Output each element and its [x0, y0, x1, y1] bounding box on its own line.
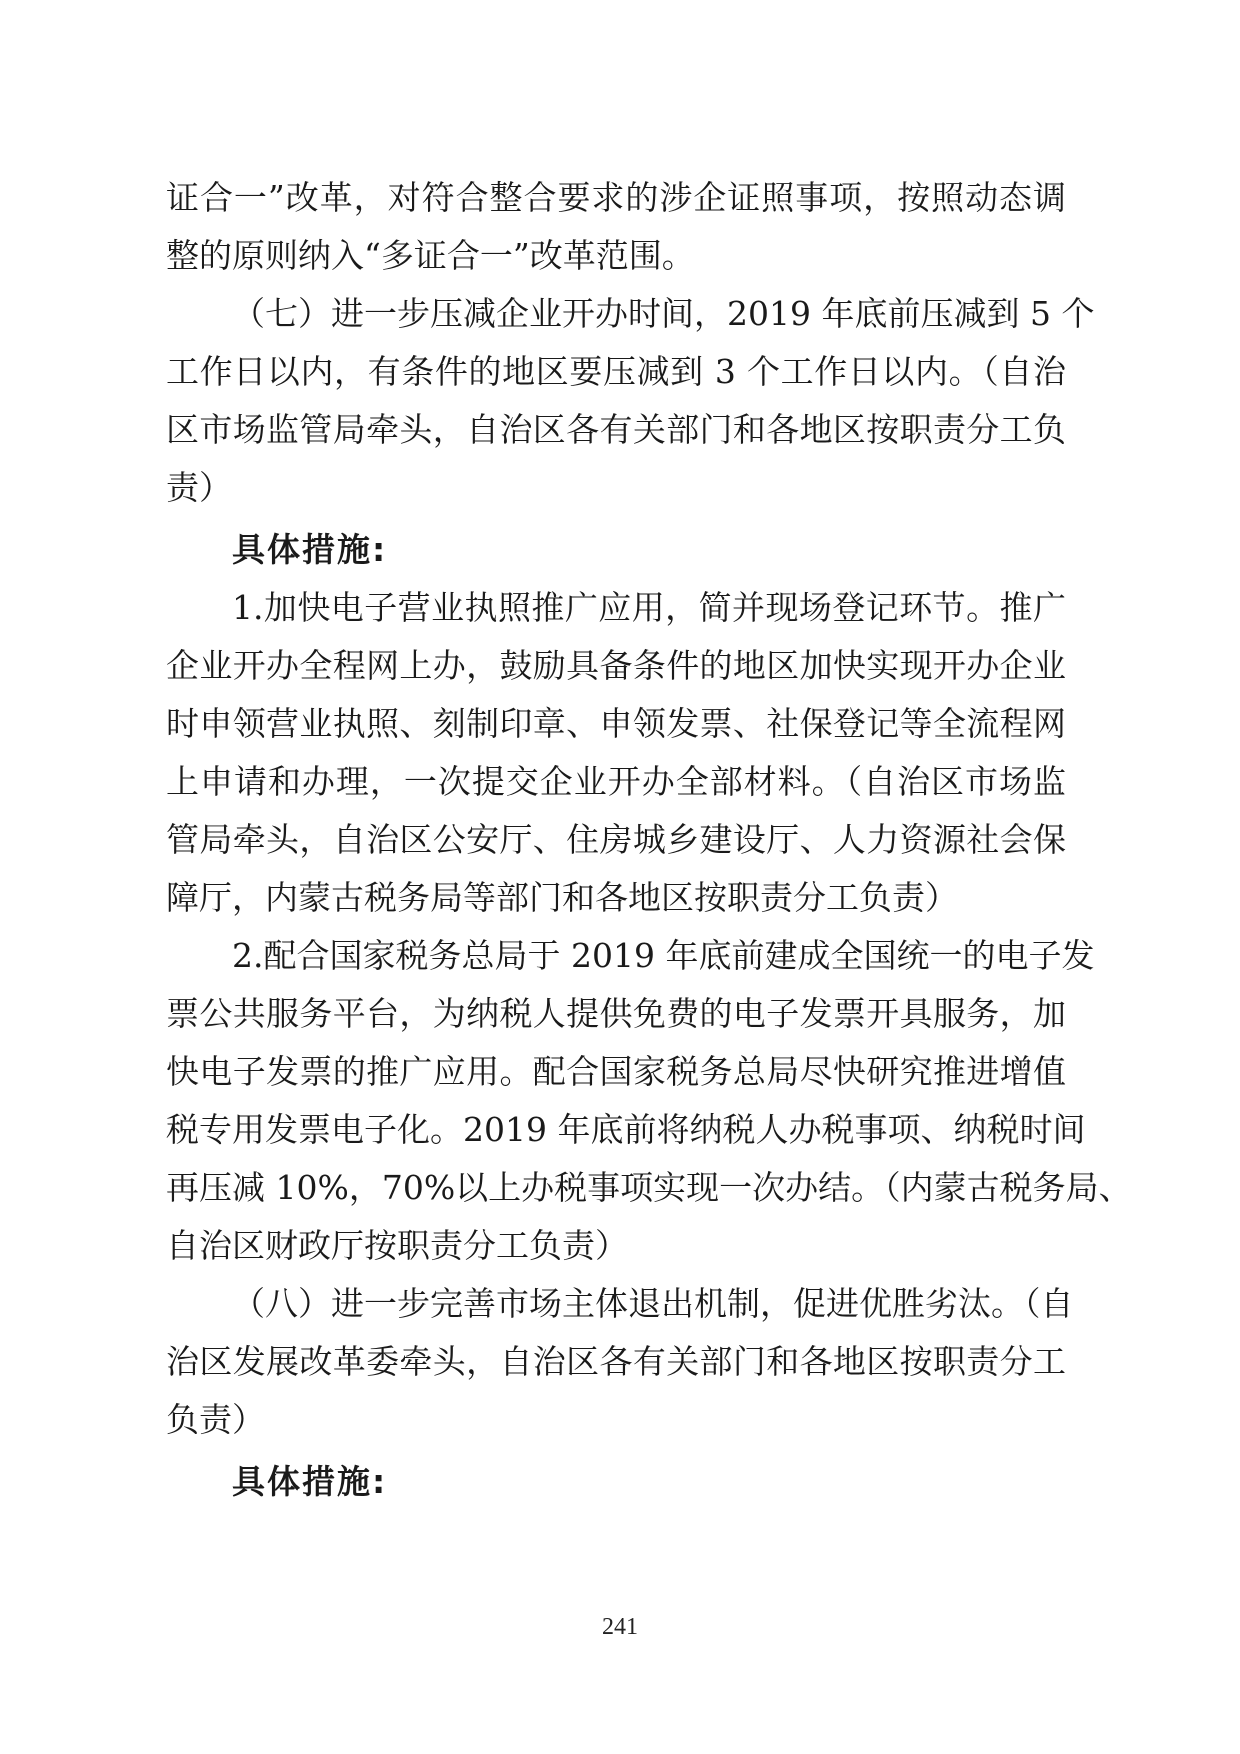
paragraph-line: 再压减 10%，70%以上办税事项实现一次办结。（内蒙古税务局、 — [166, 1168, 1132, 1207]
paragraph-line: 时申领营业执照、刻制印章、申领发票、社保登记等全流程网 — [166, 704, 1066, 743]
paragraph-line: 管局牵头，自治区公安厅、住房城乡建设厅、人力资源社会保 — [166, 820, 1066, 859]
paragraph-line: 票公共服务平台，为纳税人提供免费的电子发票开具服务，加 — [166, 994, 1066, 1033]
paragraph-line: 工作日以内，有条件的地区要压减到 3 个工作日以内。（自治 — [166, 352, 1066, 391]
paragraph-line: 证合一”改革，对符合整合要求的涉企证照事项，按照动态调 — [166, 178, 1066, 217]
measure-item-1: 1.加快电子营业执照推广应用，简并现场登记环节。推广 — [232, 588, 1066, 627]
paragraph-line: 责） — [166, 468, 232, 507]
paragraph-line: 自治区财政厅按职责分工负责） — [166, 1226, 628, 1265]
paragraph-line: 企业开办全程网上办，鼓励具备条件的地区加快实现开办企业 — [166, 646, 1066, 685]
paragraph-line: 整的原则纳入“多证合一”改革范围。 — [166, 236, 695, 275]
measure-item-2: 2.配合国家税务总局于 2019 年底前建成全国统一的电子发 — [232, 936, 1095, 975]
paragraph-line: 障厅，内蒙古税务局等部门和各地区按职责分工负责） — [166, 878, 958, 917]
section-heading-eight: （八）进一步完善市场主体退出机制，促进优胜劣汰。（自 — [232, 1284, 1074, 1323]
paragraph-line: 上申请和办理，一次提交企业开办全部材料。（自治区市场监 — [166, 762, 1066, 801]
section-heading-seven: （七）进一步压减企业开办时间，2019 年底前压减到 5 个 — [232, 294, 1095, 333]
measures-heading: 具体措施: — [232, 530, 388, 569]
page-number: 241 — [602, 1614, 638, 1640]
measures-heading: 具体措施: — [232, 1462, 388, 1501]
paragraph-line: 税专用发票电子化。2019 年底前将纳税人办税事项、纳税时间 — [166, 1110, 1086, 1149]
paragraph-line: 负责） — [166, 1400, 265, 1439]
paragraph-line: 快电子发票的推广应用。配合国家税务总局尽快研究推进增值 — [166, 1052, 1066, 1091]
paragraph-line: 治区发展改革委牵头，自治区各有关部门和各地区按职责分工 — [166, 1342, 1066, 1381]
paragraph-line: 区市场监管局牵头，自治区各有关部门和各地区按职责分工负 — [166, 410, 1066, 449]
